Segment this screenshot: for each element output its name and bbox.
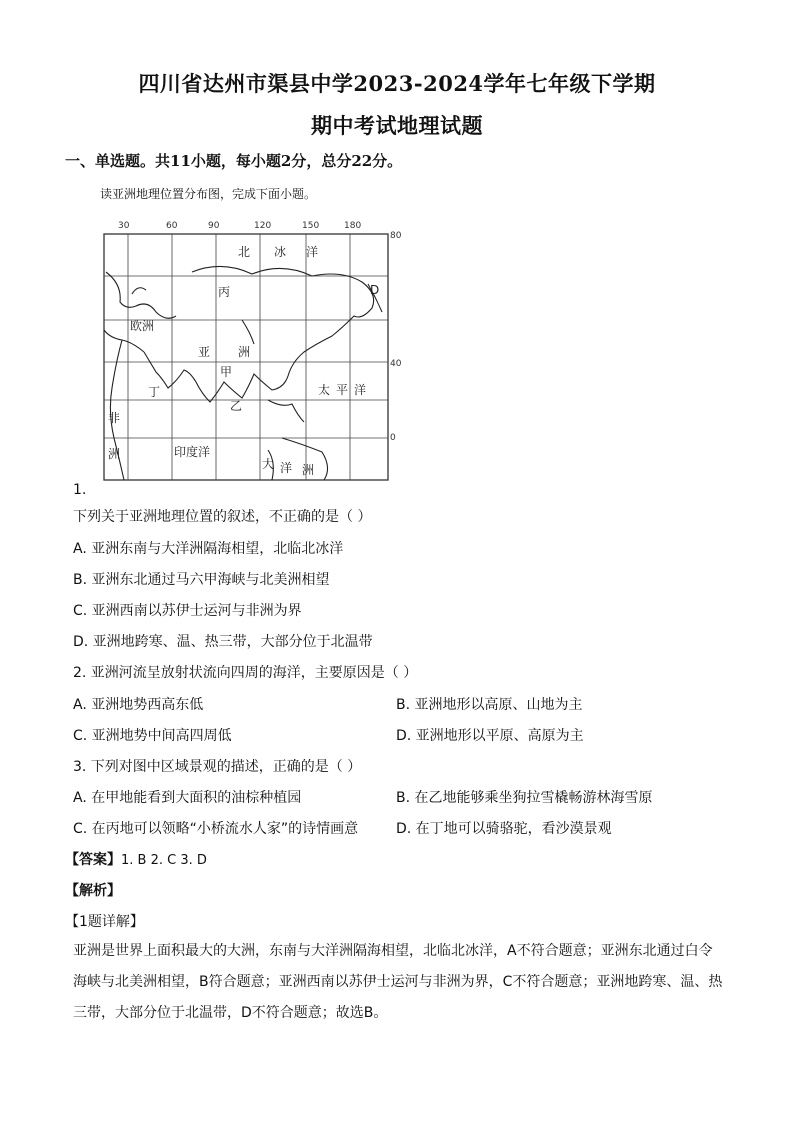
label-asia-2: 洲: [238, 345, 251, 359]
q2-option-a: A. 亚洲地势西高东低: [73, 697, 204, 713]
label-arctic-1: 北: [238, 245, 251, 259]
question-1: 下列关于亚洲地理位置的叙述，不正确的是（ ）: [73, 509, 372, 525]
q1-option-d: D. 亚洲地跨寒、温、热三带，大部分位于北温带: [73, 634, 373, 650]
label-asia-1: 亚: [198, 345, 211, 359]
label-africa-2: 洲: [108, 447, 121, 461]
q3-option-c: C. 在丙地可以领略“小桥流水人家”的诗情画意: [73, 821, 359, 837]
q2-option-d: D. 亚洲地形以平原、高原为主: [396, 728, 584, 744]
label-jia: 甲: [220, 365, 233, 379]
question-3: 3. 下列对图中区域景观的描述，正确的是（ ）: [73, 759, 362, 775]
lat-tick: 40: [390, 359, 402, 369]
question-2: 2. 亚洲河流呈放射状流向四周的海洋，主要原因是（ ）: [73, 665, 418, 681]
label-indian-ocean: 印度洋: [174, 445, 211, 459]
coastlines: [104, 266, 382, 480]
page-title-line2: 期中考试地理试题: [311, 113, 483, 138]
lon-tick: 180: [344, 221, 362, 231]
answer-text: 1. B 2. C 3. D: [121, 853, 207, 868]
q1-option-b: B. 亚洲东北通过马六甲海峡与北美洲相望: [73, 572, 330, 588]
q3-option-d: D. 在丁地可以骑骆驼，看沙漠景观: [396, 821, 612, 837]
label-europe: 欧洲: [130, 319, 155, 333]
label-oceania-3: 洲: [302, 463, 315, 477]
detail-paragraph: 亚洲是世界上面积最大的大洲，东南与大洋洲隔海相望，北临北冰洋，A不符合题意；亚洲东北通过白令海峡与北美洲相望，B符合题意；亚洲西南以苏伊士运河与非洲为界，C不符合题意；亚洲地跨寒、温、热三带，大部分位于北温带，D不符合题意；故选B。: [73, 943, 723, 1021]
asia-map: [92, 212, 412, 490]
label-arctic-2: 冰: [274, 245, 287, 259]
intro-text: 读亚洲地理位置分布图，完成下面小题。: [100, 187, 317, 201]
lon-tick: 60: [166, 221, 178, 231]
label-bing: 丙: [218, 285, 231, 299]
answer-label: 【答案】: [65, 852, 121, 868]
question-1-number: 1.: [73, 482, 87, 498]
answer-row: [65, 849, 207, 869]
label-pacific-3: 洋: [354, 383, 367, 397]
label-d: D: [370, 283, 380, 297]
analysis-label: 【解析】: [65, 883, 121, 899]
q2-option-c: C. 亚洲地势中间高四周低: [73, 728, 232, 744]
page-title-line1: 四川省达州市渠县中学2023-2024学年七年级下学期: [138, 71, 656, 96]
label-yi: 乙: [230, 399, 243, 413]
label-oceania-1: 大: [262, 457, 275, 471]
label-arctic-3: 洋: [306, 245, 319, 259]
section-heading: 一、单选题。共11小题，每小题2分，总分22分。: [65, 152, 403, 170]
detail-label: 【1题详解】: [65, 914, 144, 930]
lon-tick: 90: [208, 221, 220, 231]
label-pacific-1: 太: [318, 383, 331, 397]
lon-tick: 30: [118, 221, 130, 231]
label-africa-1: 非: [108, 411, 121, 425]
q2-option-b: B. 亚洲地形以高原、山地为主: [396, 697, 583, 713]
q1-option-a: A. 亚洲东南与大洋洲隔海相望，北临北冰洋: [73, 541, 344, 557]
lat-tick: 0: [390, 433, 396, 443]
label-ding: 丁: [148, 385, 161, 399]
q3-option-b: B. 在乙地能够乘坐狗拉雪橇畅游林海雪原: [396, 790, 653, 806]
lat-tick: 80: [390, 231, 402, 241]
label-oceania-2: 洋: [280, 461, 293, 475]
q1-option-c: C. 亚洲西南以苏伊士运河与非洲为界: [73, 603, 302, 619]
label-pacific-2: 平: [336, 383, 349, 397]
lon-tick: 150: [302, 221, 320, 231]
q3-option-a: A. 在甲地能看到大面积的油棕种植园: [73, 790, 302, 806]
lon-tick: 120: [254, 221, 272, 231]
